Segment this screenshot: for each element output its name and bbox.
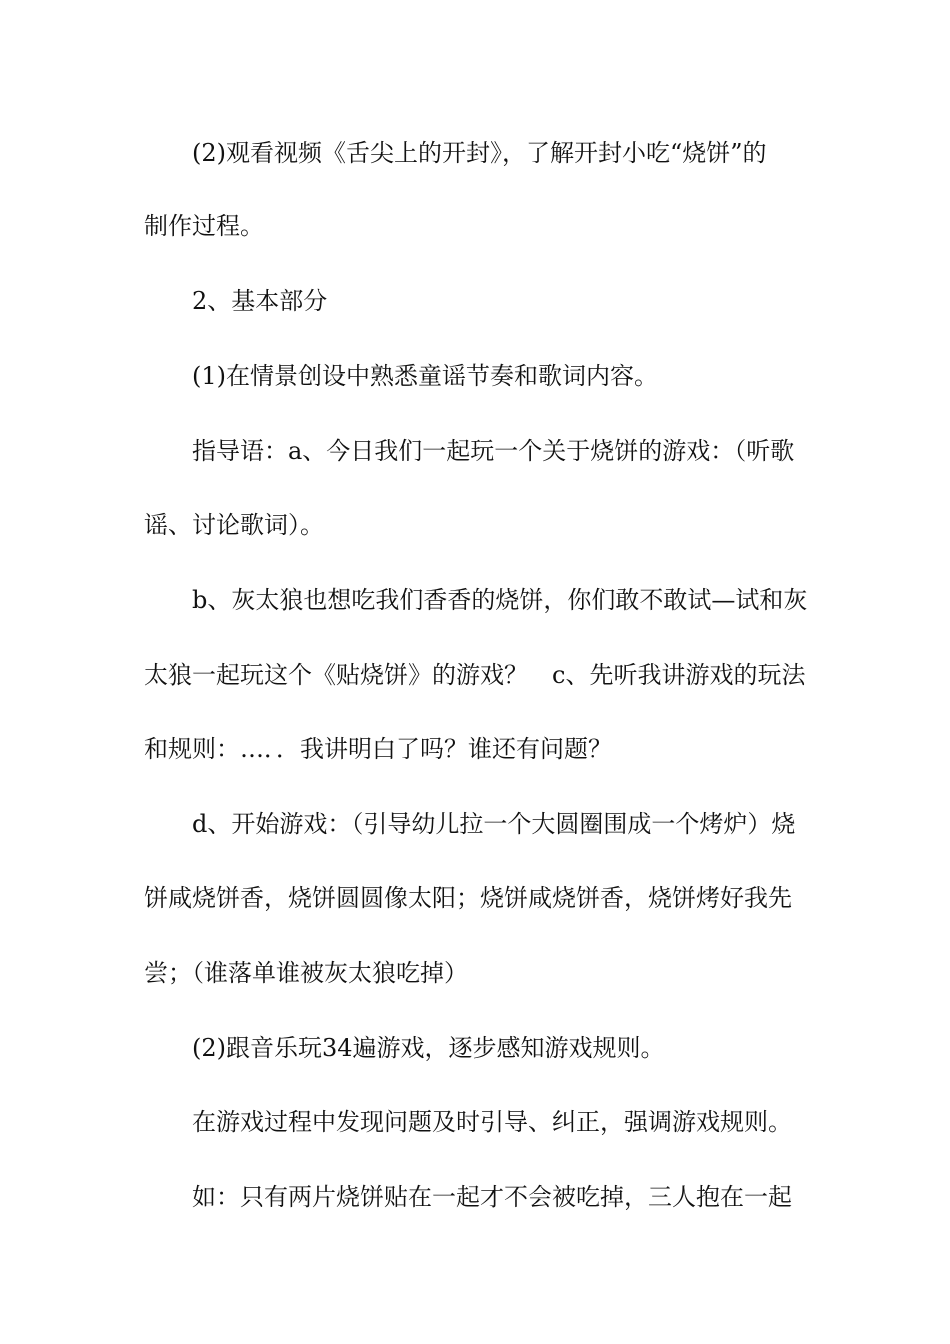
paragraph-line: (2)跟音乐玩34遍游戏，逐步感知游戏规则。 — [192, 1034, 665, 1062]
paragraph-line: 制作过程。 — [144, 212, 264, 240]
paragraph-line: 太狼一起玩这个《贴烧饼》的游戏？ c、先听我讲游戏的玩法 — [144, 661, 806, 689]
paragraph-line: 谣、讨论歌词）。 — [144, 511, 324, 539]
paragraph-line: 饼咸烧饼香，烧饼圆圆像太阳；烧饼咸烧饼香，烧饼烤好我先 — [144, 884, 792, 912]
paragraph-line: 在游戏过程中发现问题及时引导、纠正，强调游戏规则。 — [192, 1108, 792, 1136]
paragraph-line: (1)在情景创设中熟悉童谣节奏和歌词内容。 — [192, 362, 658, 390]
paragraph-line: 指导语：a、今日我们一起玩一个关于烧饼的游戏：（听歌 — [192, 437, 795, 465]
section-heading: 2、基本部分 — [192, 287, 328, 315]
paragraph-line: b、灰太狼也想吃我们香香的烧饼，你们敢不敢试—试和灰 — [192, 586, 808, 614]
paragraph-line: (2)观看视频《舌尖上的开封》，了解开封小吃“烧饼”的 — [192, 139, 767, 167]
paragraph-line: 尝；（谁落单谁被灰太狼吃掉） — [144, 959, 468, 987]
paragraph-line: d、开始游戏：（引导幼儿拉一个大圆圈围成一个烤炉）烧 — [192, 810, 796, 838]
paragraph-line: 和规则：…．．我讲明白了吗？谁还有问题？ — [144, 735, 612, 763]
paragraph-line: 如：只有两片烧饼贴在一起才不会被吃掉，三人抱在一起 — [192, 1183, 792, 1211]
